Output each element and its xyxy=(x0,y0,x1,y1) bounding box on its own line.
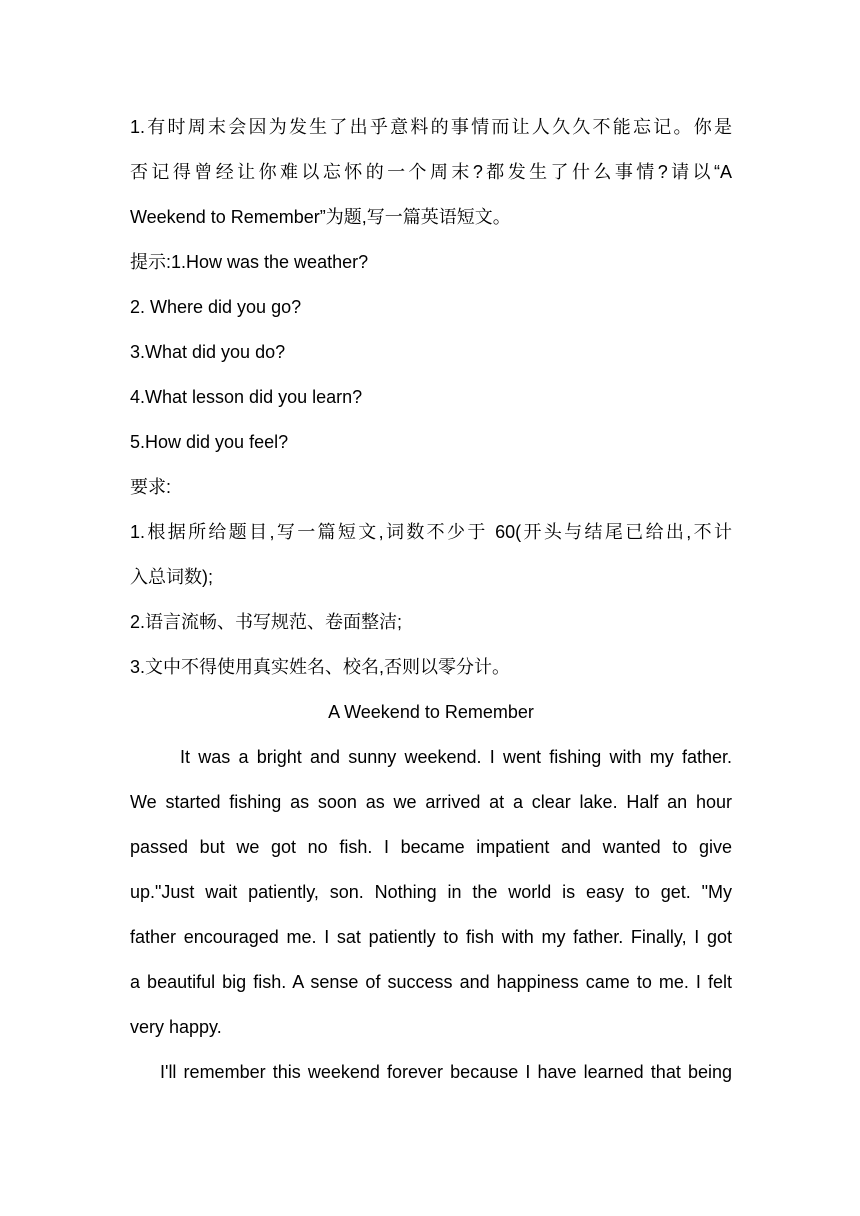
essay-p1-line-5: father encouraged me. I sat patiently to fish with my father. Finally, I got xyxy=(130,927,732,947)
hints-label: 提示:1.How was the weather? xyxy=(130,252,369,272)
essay-p1-line-2: We started fishing as soon as we arrived at a clear lake. Half an hour xyxy=(130,792,732,812)
requirement-line-3: 3.文中不得使用真实姓名、校名,否则以零分计。 xyxy=(130,657,511,677)
requirement-line-1-cont: 入总词数); xyxy=(130,567,213,587)
essay-p1-line-3: passed but we got no fish. I became impatient and wanted to give xyxy=(130,837,732,857)
task-intro-line-1: 1.有时周末会因为发生了出乎意料的事情而让人久久不能忘记。你是 xyxy=(130,117,732,137)
hint-item-3: 3.What did you do? xyxy=(130,342,286,362)
essay-p1-line-4: up."Just wait patiently, son. Nothing in the world is easy to get. "My xyxy=(130,882,732,902)
essay-p2-line-1: I'll remember this weekend forever because I have learned that being xyxy=(160,1062,732,1082)
requirements-label: 要求: xyxy=(130,477,172,497)
task-intro-line-2: 否记得曾经让你难以忘怀的一个周末?都发生了什么事情?请以“A xyxy=(130,162,732,182)
requirement-line-1: 1.根据所给题目,写一篇短文,词数不少于 60(开头与结尾已给出,不计 xyxy=(130,522,732,542)
hint-item-4: 4.What lesson did you learn? xyxy=(130,387,363,407)
hint-item-2: 2. Where did you go? xyxy=(130,297,302,317)
task-intro-line-3: Weekend to Remember”为题,写一篇英语短文。 xyxy=(130,207,511,227)
essay-p1-line-1: It was a bright and sunny weekend. I went fishing with my father. xyxy=(180,747,732,767)
essay-p1-line-7: very happy. xyxy=(130,1017,222,1037)
requirement-line-2: 2.语言流畅、书写规范、卷面整洁; xyxy=(130,612,403,632)
essay-title: A Weekend to Remember xyxy=(328,702,534,722)
hint-item-5: 5.How did you feel? xyxy=(130,432,289,452)
essay-p1-line-6: a beautiful big fish. A sense of success and happiness came to me. I felt xyxy=(130,972,732,992)
